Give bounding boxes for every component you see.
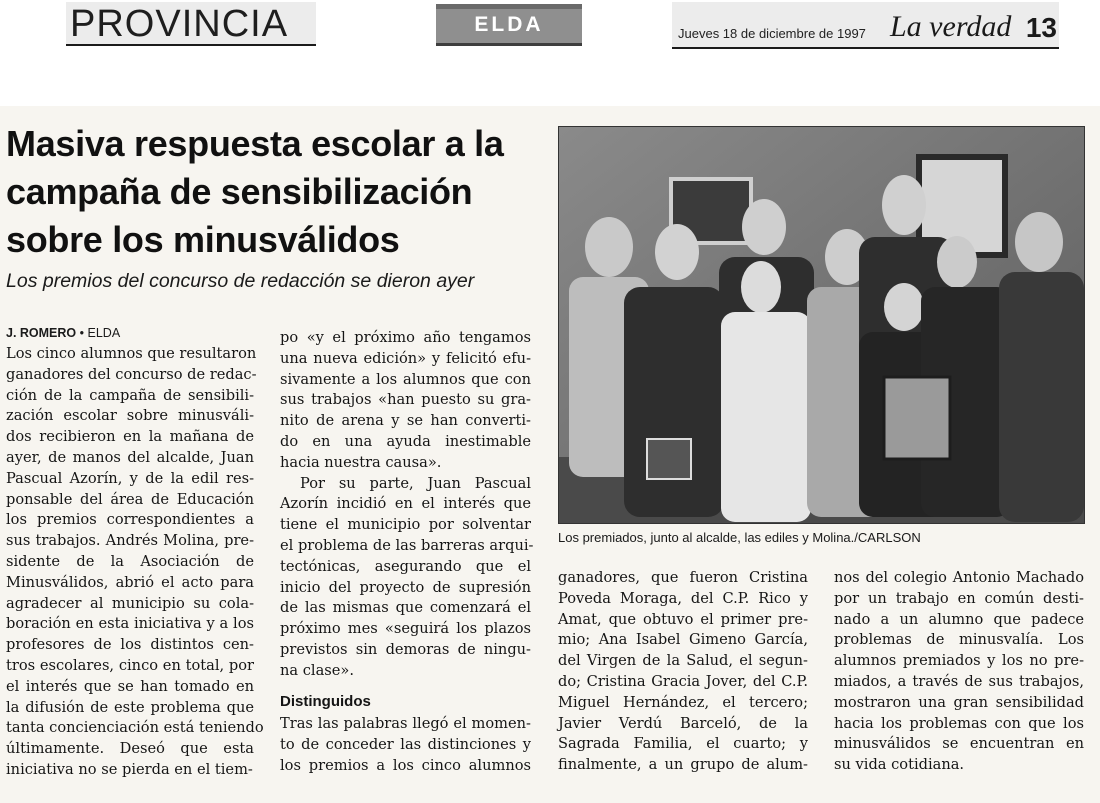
column-3-text (558, 568, 808, 776)
photo-credit: /CARLSON (854, 530, 921, 545)
column-4-text (834, 568, 1084, 776)
text-line: hacia los problemas con que los (834, 714, 1084, 732)
article-column-1 (6, 344, 264, 781)
text-line: minusválidos se encuentran en (834, 735, 1084, 753)
text-line: Tras las palabras llegó el momen- (280, 715, 531, 733)
author: J. ROMERO (6, 326, 77, 340)
text-line: últimamente. Deseó que esta (6, 740, 254, 758)
column-2-paragraph-3 (280, 714, 531, 776)
text-line: Los cinco alumnos que resultaron (6, 345, 257, 362)
text-line: tiene el municipio por solventar (280, 516, 531, 534)
text-line: los premios a los cinco alumnos (280, 756, 531, 774)
article-column-2 (280, 328, 534, 777)
group-photo-image (559, 127, 1084, 523)
text-line: mostraron una gran sensibilidad (834, 693, 1084, 711)
text-line: problemas de minusvalía. Los (834, 631, 1084, 649)
text-line: zación escolar sobre minusváli- (6, 407, 254, 425)
column-2-paragraph-1 (280, 328, 531, 474)
text-line: finalmente, a un grupo de alum- (558, 756, 808, 774)
text-line: ponsable del área de Educación (6, 490, 254, 508)
photo-caption-text: Los premiados, junto al alcalde, las ediles y Molina. (558, 530, 855, 545)
text-line: una nueva edición» y felicitó efu- (280, 349, 531, 367)
text-line: alumnos premiados y los no pre- (834, 652, 1084, 670)
article-headline: Masiva respuesta escolar a la campaña de sensibilización sobre los minusválidos (6, 123, 504, 260)
byline-location: ELDA (87, 326, 121, 340)
text-line: hacia nuestra causa». (280, 453, 442, 471)
text-line: Por su parte, Juan Pascual (300, 474, 531, 492)
text-line: del Virgen de la Salud, el segun- (558, 652, 808, 670)
text-line: tectónicas, asegurando que el (280, 557, 531, 575)
newspaper-name: La verdad (890, 10, 1012, 43)
text-line: do; Cristina Gracia Jover, del C.P. (558, 672, 808, 690)
masthead (672, 2, 1059, 49)
article-column-3 (558, 568, 808, 776)
text-line: profesores de los distintos cen- (6, 636, 254, 654)
text-line: la difusión de este problema que (6, 698, 254, 716)
text-line: ganadores del concurso de redac- (6, 365, 257, 383)
byline (6, 326, 120, 340)
text-line: nado a un alumno que padece (834, 610, 1084, 628)
text-line: previstos sin demoras de ningu- (280, 640, 531, 658)
text-line: to de conceder las distinciones y (280, 736, 531, 754)
text-line: boración en esta iniciativa y a los (6, 615, 254, 633)
byline-separator: • (79, 326, 88, 340)
text-line: de las mismas que comenzará el (280, 599, 531, 617)
text-line: nos del colegio Antonio Machado (834, 569, 1084, 586)
text-line: dos recibieron en la mañana de (6, 428, 254, 446)
text-line: sivamente a los alumnos que con (280, 370, 531, 388)
text-line: na clase». (280, 661, 354, 679)
text-line: miados, a través de sus trabajos, (834, 672, 1084, 690)
column-1-text (6, 344, 264, 781)
text-line: Minusválidos, abrió el acto para (6, 573, 254, 591)
text-line: por un trabajo en común desti- (834, 589, 1084, 607)
text-line: do en una ayuda inestimable (280, 432, 531, 450)
text-line: po «y el próximo año tengamos (280, 329, 531, 346)
text-line: su vida cotidiana. (834, 756, 965, 774)
text-line: próximo mes «seguirá los plazos (280, 620, 531, 638)
text-line: Pascual Azorín, y de la edil res- (6, 469, 254, 487)
text-line: Amat, que obtuvo el primer pre- (558, 610, 808, 628)
page-number: 13 (1025, 12, 1057, 43)
text-line: nito de arena y se han converti- (280, 412, 531, 430)
text-line: sus trabajos «han puesto su gra- (280, 391, 531, 409)
text-line: mio; Ana Isabel Gimeno García, (558, 631, 808, 649)
text-line: el problema de las barreras arqui- (280, 536, 534, 554)
group-photo (558, 126, 1085, 524)
text-line: tanta concienciación está teniendo (6, 719, 264, 737)
photo-caption (558, 530, 1083, 545)
text-line: tros escolares, cinco en total, por (6, 656, 254, 674)
text-line: ción de la campaña de sensibili- (6, 386, 254, 404)
text-line: Azorín incidió en el interés que (280, 495, 531, 513)
text-line: sus trabajos. Andrés Molina, pre- (6, 532, 254, 550)
text-line: agradecer al municipio su cola- (6, 594, 254, 612)
text-line: Poveda Moraga, del C.P. Rico y (558, 589, 808, 607)
section-header: PROVINCIA (66, 2, 316, 46)
text-line: Javier Verdú Barceló, de la (558, 714, 808, 732)
text-line: ayer, de manos del alcalde, Juan (6, 448, 254, 466)
article-column-4 (834, 568, 1084, 776)
text-line: inicio del proyecto de supresión (280, 578, 531, 596)
text-line: Miguel Hernández, el tercero; (558, 693, 808, 711)
city-header: ELDA (436, 4, 582, 46)
text-line: sidente de la Asociación de (6, 552, 254, 570)
section-title: Distinguidos (280, 692, 371, 710)
text-line: iniciativa no se pierda en el tiem- (6, 760, 253, 778)
issue-date: Jueves 18 de diciembre de 1997 (678, 26, 866, 41)
article-subhead: Los premios del concurso de redacción se dieron ayer (6, 270, 475, 292)
text-line: el interés que se han tomado en (6, 677, 254, 695)
text-line: Sagrada Familia, el cuarto; y (558, 735, 808, 753)
text-line: los premios correspondientes a (6, 511, 254, 529)
newspaper-clipping (0, 106, 1100, 803)
column-2-paragraph-2 (280, 474, 534, 682)
text-line: ganadores, que fueron Cristina (558, 569, 808, 586)
